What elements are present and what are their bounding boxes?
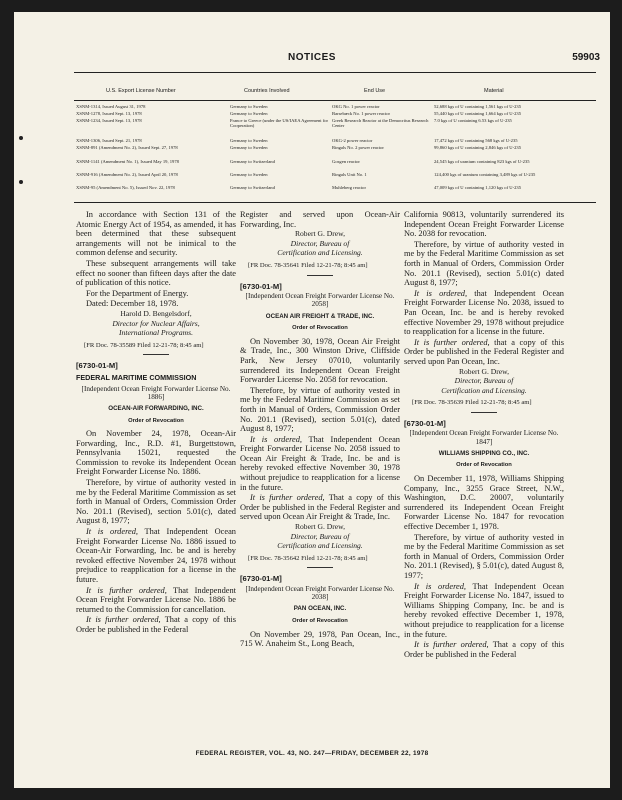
paragraph-text: That a copy of this Order be published in the Federal (76, 615, 236, 634)
column-header-countries: Countries Involved (244, 88, 290, 94)
paragraph: Register and served upon Ocean-Air Forwarding, Inc. (240, 210, 400, 229)
paragraph-text: that a copy of this Order be published in the Federal Register and served upon Pan Ocean, Inc. (404, 337, 564, 366)
separator (471, 412, 497, 413)
table-row (74, 185, 596, 201)
signature-title: Certification and Licensing. (277, 248, 363, 258)
cell-end-use: Ringals Unit No. 1 (332, 172, 367, 177)
cell-material: 124,400 kgs of uranium containing 3,489 kgs of U-235 (434, 172, 536, 177)
paragraph-text: That a copy of this Order be published in the Federal (404, 640, 564, 659)
cell-license: XSNM-95 (Amendment No. 5), Issued Nov. 22, 1978 (76, 185, 175, 190)
paragraph: On November 29, 1978, Pan Ocean, Inc., 715 W. Anaheim St., Long Beach, (240, 629, 400, 649)
cell-end-use: Gosgen reactor (332, 159, 360, 164)
italic-lead: It is ordered, (414, 581, 467, 591)
document-page (14, 12, 610, 788)
signature-name: Robert G. Drew, (458, 366, 510, 376)
order-heading: Order of Revocation (292, 618, 348, 624)
signature-title: International Programs. (119, 328, 193, 338)
cell-material: 47,009 kgs of U containing 1,120 kgs of U-235 (434, 185, 522, 190)
license-line: [Independent Ocean Freight Forwarder License No. 1847] (409, 429, 559, 446)
paragraph-text: That Independent Ocean Freight Forwarder License No. 1886 issued to Ocean-Air Forwarding, Inc. be and is hereby revoked effective November 24, 1978 without prejudice to reapplication for a license in the future. (76, 527, 236, 584)
separator (307, 567, 333, 568)
signature-title: Director, Bureau of (454, 376, 514, 386)
text-column-middle (240, 210, 400, 770)
cell-license: XSNM-1278, Issued Sept. 13, 1978 (76, 111, 142, 116)
cell-countries: Germany to Sweden (230, 172, 268, 177)
paragraph: On November 24, 1978, Ocean-Air Forwarding, Inc., R.D. #1, Burgettstown, Pennsylvania 15021, requested the Commission to revoke its Independent Ocean Freight Forwarder License No. 1886. (76, 429, 236, 477)
billing-code: [6730-01-M] (76, 361, 118, 371)
fr-doc-line: [FR Doc. 78-35641 Filed 12-21-78; 8:45 am] (248, 261, 368, 269)
signature-title: Director, Bureau of (290, 531, 350, 541)
cell-license: XSNM-1314, Issued August 31, 1978 (76, 104, 146, 109)
paragraph: On November 30, 1978, Ocean Air Freight & Trade, Inc., 300 Winston Drive, Cliffside Park, New Jersey 07010, voluntarily surrendered its Independent Ocean Freight Forwarder License No. 2058 for revocation. (240, 336, 400, 385)
paragraph: On December 11, 1978, Williams Shipping Company, Inc., 3255 Grace Street, N.W., Washington, D.C. 20007, voluntarily surrendered its Independent Ocean Freight Forwarder License No. 1847 for revocation effective December 1, 1978. (404, 474, 564, 532)
cell-license: XSNM-1234, Issued Sept. 13, 1978 (76, 118, 142, 123)
paragraph: For the Department of Energy. (86, 288, 189, 298)
column-header-material: Material (484, 88, 504, 94)
column-header-end-use: End Use (364, 88, 386, 94)
license-line: [Independent Ocean Freight Forwarder License No. 1886] (81, 384, 231, 401)
italic-lead: It is further ordered, (86, 585, 167, 595)
company-heading: PAN OCEAN, INC. (293, 605, 347, 613)
paragraph-text: That Independent Ocean Freight Forwarder License No. 2058 issued to Ocean Air Freight & Trade, Inc. be and is hereby revoked effective November 30, 1978 without prejudice to reapplication for a license in the future. (240, 434, 400, 492)
paragraph-text: That Independent Ocean Freight Forwarder License No. 1847, issued to Williams Shipping Company, Inc. be and is hereby revoked effective December 1, 1978, without prejudice to reapplication for a license in the future. (404, 581, 564, 639)
signature-title: Certification and Licensing. (441, 385, 527, 395)
table-row (74, 118, 596, 136)
cell-material: 99,860 kgs of U containing 2,846 kgs of U-235 (434, 145, 522, 150)
paragraph-text: that Independent Ocean Freight Forwarder License No. 2038, issued to Pan Ocean, Inc. be and is hereby revoked effective November 29, 1978 without prejudice to reapplication for a license in the future. (404, 288, 564, 337)
license-line: [Independent Ocean Freight Forwarder License No. 2058] (245, 292, 395, 309)
billing-code: [6730-01-M] (404, 418, 446, 428)
section-title: NOTICES (288, 52, 336, 63)
paragraph: Therefore, by virtue of authority vested in me by the Federal Maritime Commission as set forth in Manual of Orders, Commission Order No. 201.1 (Revised), section 5.01(c), dated August 8, 1977; (240, 385, 400, 434)
company-heading: OCEAN-AIR FORWARDING, INC. (108, 404, 204, 412)
header-rule (74, 72, 596, 73)
cell-countries: Germany to Switzerland (230, 159, 275, 164)
signature-name: Robert G. Drew, (294, 229, 346, 239)
paragraph: Dated: December 18, 1978. (86, 299, 179, 309)
cell-countries: France to Greece (under the US/IAEA Agreement for Cooperation) (230, 118, 329, 129)
italic-lead: It is ordered, (250, 434, 303, 444)
fr-doc-line: [FR Doc. 78-35642 Filed 12-21-78; 8:45 am] (248, 554, 368, 562)
cell-countries: Germany to Sweden (230, 145, 268, 150)
cell-countries: Germany to Switzerland (230, 185, 275, 190)
cell-license: XSNM-916 (Amendment No. 2), Issued April 20, 1978 (76, 172, 178, 177)
cell-material: 7.0 kgs of U containing 6.53 kgs of U-235 (434, 118, 512, 123)
signature-name: Robert G. Drew, (294, 522, 346, 532)
agency-heading: FEDERAL MARITIME COMMISSION (76, 372, 197, 382)
italic-lead: It is further ordered, (250, 493, 325, 503)
paragraph: In accordance with Section 131 of the Atomic Energy Act of 1954, as amended, it has been determined that these subsequent arrangements will not be inimical to the common defense and security. (76, 210, 236, 258)
table-bottom-rule (74, 202, 596, 203)
order-heading: Order of Revocation (128, 417, 184, 424)
cell-countries: Germany to Sweden (230, 138, 268, 143)
company-heading: OCEAN AIR FREIGHT & TRADE, INC. (265, 312, 375, 320)
signature-title: Certification and Licensing. (277, 541, 363, 551)
cell-end-use: OKG No. 1 power reactor (332, 104, 380, 109)
cell-material: 55,440 kgs of U containing 1,664 kgs of U-235 (434, 111, 522, 116)
order-heading: Order of Revocation (292, 325, 348, 332)
paragraph: California 90813, voluntarily surrendered its Independent Ocean Freight Forwarder License No. 2038 for revocation. (404, 210, 564, 239)
cell-end-use: Barsebæck No. 1 power reactor (332, 111, 391, 116)
paragraph-text: That Independent Ocean Freight Forwarder License No. 1886 be returned to the Commission for cancellation. (76, 585, 236, 614)
cell-license: XSNM-1306, Issued Sept. 21, 1978 (76, 138, 142, 143)
cell-countries: Germany to Sweden (230, 111, 268, 116)
company-heading: WILLIAMS SHIPPING CO., INC. (438, 449, 530, 457)
cell-material: 17,472 kgs of U containing 568 kgs of U-235 (434, 138, 518, 143)
signature-title: Director for Nuclear Affairs, (112, 318, 200, 328)
separator (143, 354, 169, 355)
bullet-mark (19, 180, 23, 184)
table-header-rule (74, 100, 596, 101)
italic-lead: It is further ordered, (414, 337, 490, 347)
paragraph: Therefore, by virtue of authority vested in me by the Federal Maritime Commission as set forth in Manual of Orders, Commission Order No. 201.1 (Revised), § 5.01(c), dated August 8, 1977; (404, 532, 564, 580)
cell-end-use: Greek Research Reactor at the Democritus Research Center (332, 118, 429, 129)
italic-lead: It is ordered, (414, 288, 468, 298)
fr-doc-line: [FR Doc. 78-35639 Filed 12-21-78; 8:45 am] (412, 399, 532, 407)
cell-material: 52,688 kgs of U containing 1,561 kgs of U-235 (434, 104, 522, 109)
text-column-right (404, 210, 564, 770)
paragraph: Therefore, by virtue of authority vested in me by the Federal Maritime Commission as set forth in Manual of Orders, Commission Order No. 201.1 (Revised), section 5.01(c) dated August 8, 1977; (404, 239, 564, 288)
paragraph: These subsequent arrangements will take effect no sooner than fifteen days after the date of publication of this notice. (76, 258, 236, 288)
italic-lead: It is further ordered, (414, 640, 489, 650)
separator (307, 275, 333, 276)
cell-end-use: Muhleberg reactor (332, 185, 366, 190)
cell-material: 24,545 kgs of uranium containing 823 kgs of U-235 (434, 159, 530, 164)
cell-license: XSNM-891 (Amendment No. 2), Issued Sept. 27, 1978 (76, 145, 178, 150)
signature-title: Director, Bureau of (290, 238, 350, 248)
paragraph: Therefore, by virtue of authority vested in me by the Federal Maritime Commission as set forth in Manual of Orders, Commission Order No. 201.1 (Revised), section 5.01(c), dated August 8, 1977; (76, 478, 236, 526)
page-footer: FEDERAL REGISTER, VOL. 43, NO. 247—FRIDAY, DECEMBER 22, 1978 (195, 750, 429, 757)
fr-doc-line: [FR Doc. 78-35589 Filed 12-21-78; 8:45 am] (84, 341, 204, 349)
billing-code: [6730-01-M] (240, 574, 282, 584)
paragraph-text: That a copy of this Order be published in the Federal Register and served upon Ocean Air Freight & Trade, Inc. (240, 493, 400, 522)
bullet-mark (19, 136, 23, 140)
text-column-left (76, 210, 236, 770)
page-number: 59903 (572, 52, 600, 63)
italic-lead: It is further ordered, (86, 615, 161, 625)
order-heading: Order of Revocation (456, 462, 512, 469)
license-line: [Independent Ocean Freight Forwarder License No. 2038] (245, 585, 395, 602)
signature-name: Harold D. Bengelsdorf, (120, 308, 192, 318)
italic-lead: It is ordered, (86, 527, 139, 537)
cell-countries: Germany to Sweden (230, 104, 268, 109)
column-header-license: U.S. Export License Number (106, 88, 176, 94)
cell-license: XSNM-1141 (Amendment No. 1), Issued May 19, 1978 (76, 159, 179, 164)
cell-end-use: Ringals No. 2 power reactor (332, 145, 384, 150)
billing-code: [6730-01-M] (240, 281, 282, 291)
cell-end-use: OKG-2 power reactor (332, 138, 373, 143)
